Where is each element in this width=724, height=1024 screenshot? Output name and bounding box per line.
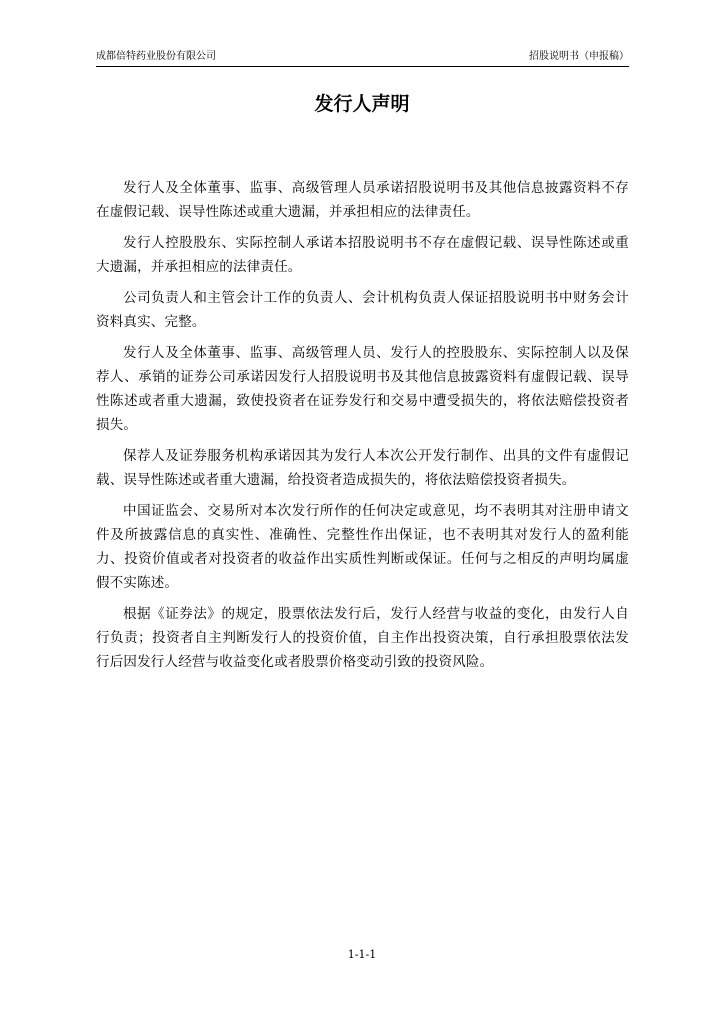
page-title: 发行人声明 [314, 93, 410, 115]
page-number: 1-1-1 [347, 948, 377, 961]
paragraph: 根据《证券法》的规定，股票依法发行后，发行人经营与收益的变化，由发行人自行负责；投资者自主判断发行人的投资价值，自主作出投资决策，自行承担股票依法发行后因发行人经营与收益变化或者股票价格变动引致的投资风险。 [96, 606, 629, 670]
paragraph: 发行人及全体董事、监事、高级管理人员承诺招股说明书及其他信息披露资料不存在虚假记载、误导性陈述或重大遗漏，并承担相应的法律责任。 [96, 180, 629, 220]
header-company-name: 成都倍特药业股份有限公司 [96, 51, 216, 62]
paragraph: 中国证监会、交易所对本次发行所作的任何决定或意见，均不表明其对注册申请文件及所披露信息的真实性、准确性、完整性作出保证，也不表明其对发行人的盈利能力、投资价值或者对投资者的收益作出实质性判断或保证。任何与之相反的声明均属虚假不实陈述。 [96, 503, 629, 591]
page-header [96, 50, 629, 67]
paragraph: 公司负责人和主管会计工作的负责人、会计机构负责人保证招股说明书中财务会计资料真实、完整。 [96, 290, 629, 330]
paragraph: 发行人控股股东、实际控制人承诺本招股说明书不存在虚假记载、误导性陈述或重大遗漏，并承担相应的法律责任。 [96, 235, 629, 275]
paragraph: 保荐人及证券服务机构承诺因其为发行人本次公开发行制作、出具的文件有虚假记载、误导性陈述或者重大遗漏，给投资者造成损失的，将依法赔偿投资者损失。 [96, 448, 629, 488]
declaration-body [96, 176, 629, 681]
paragraph: 发行人及全体董事、监事、高级管理人员、发行人的控股股东、实际控制人以及保荐人、承销的证券公司承诺因发行人招股说明书及其他信息披露资料有虚假记载、误导性陈述或者重大遗漏，致使投资者在证券发行和交易中遭受损失的，将依法赔偿投资者损失。 [96, 345, 629, 433]
header-document-type: 招股说明书（申报稿） [529, 51, 629, 62]
